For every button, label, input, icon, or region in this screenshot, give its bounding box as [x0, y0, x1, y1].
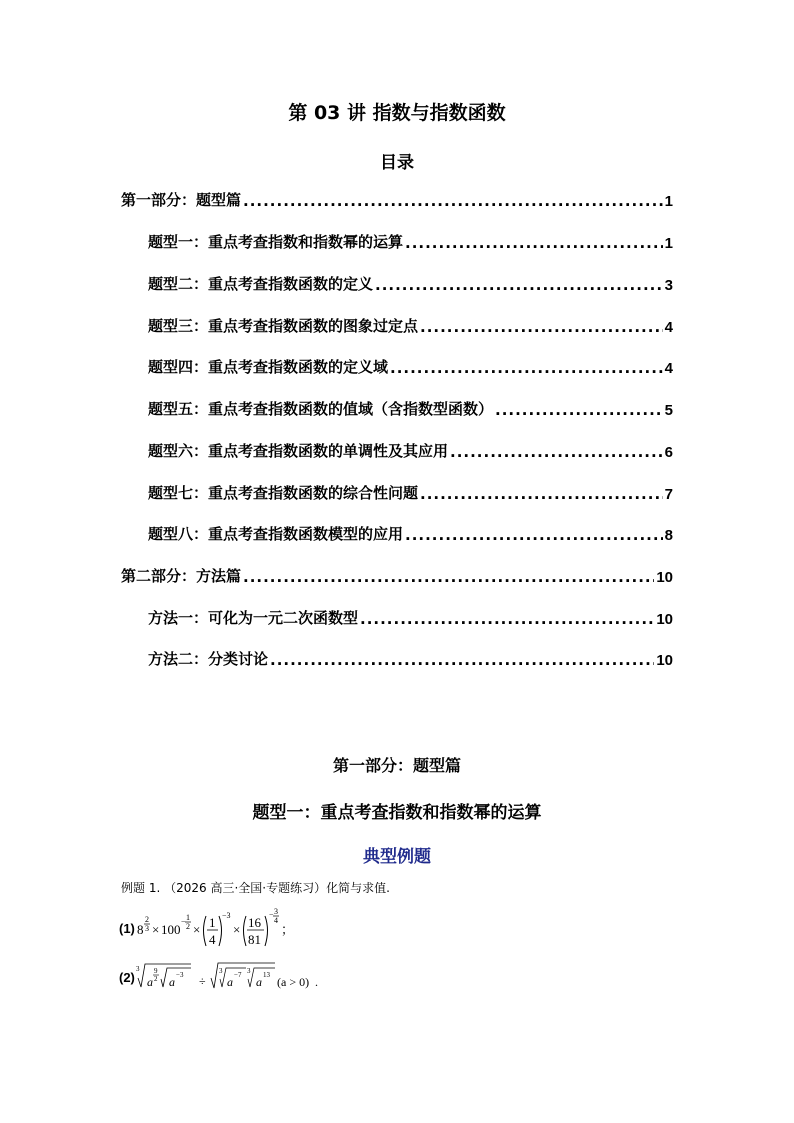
- toc-page-number: 10: [656, 652, 673, 669]
- exp-sign: −: [269, 910, 274, 919]
- root-index: 3: [247, 967, 251, 975]
- right-paren: [265, 916, 268, 946]
- exp-den: 2: [154, 975, 158, 983]
- exp-value: −7: [234, 971, 242, 979]
- var-a: a: [169, 975, 175, 989]
- root-index: 3: [136, 965, 140, 973]
- toc-entry-label: 题型六：重点考查指数函数的单调性及其应用: [148, 442, 449, 460]
- toc-entry-label: 题型一：重点考查指数和指数幂的运算: [148, 233, 404, 251]
- var-a: a: [227, 975, 233, 989]
- toc-entry-type5[interactable]: [148, 397, 673, 419]
- base-8: 8: [137, 922, 144, 937]
- toc-entry-label: 题型二：重点考查指数函数的定义: [148, 275, 374, 293]
- toc-entry-method2[interactable]: [148, 647, 673, 669]
- toc-leader-dots: [495, 401, 663, 419]
- toc-entry-type8[interactable]: [148, 522, 673, 544]
- example-source: （2026 高三·全国·专题练习）: [164, 881, 327, 895]
- toc-entry-type4[interactable]: [148, 355, 673, 377]
- toc-page-number: 8: [664, 527, 673, 544]
- toc-page-number: 10: [656, 569, 673, 586]
- frac-num: 1: [209, 915, 216, 930]
- exp-den: 3: [145, 924, 149, 933]
- toc-page-number: 4: [664, 360, 673, 377]
- toc-entry-label: 第一部分：题型篇: [121, 191, 242, 209]
- toc-leader-dots: [390, 359, 663, 377]
- right-paren: [219, 916, 222, 946]
- frac-den: 81: [248, 932, 261, 947]
- toc-page-number: 4: [664, 319, 673, 336]
- toc-entry-type1[interactable]: [148, 230, 673, 252]
- toc-leader-dots: [243, 192, 663, 210]
- toc-entry-label: 题型五：重点考查指数函数的值域（含指数型函数）: [148, 400, 494, 418]
- root-index: 3: [219, 967, 223, 975]
- formula-item-label: (2): [119, 970, 135, 985]
- toc-entry-method1[interactable]: [148, 606, 673, 628]
- frac-num: 16: [248, 915, 261, 930]
- period: .: [315, 975, 318, 989]
- exp-value: −3: [222, 911, 231, 920]
- toc-leader-dots: [420, 318, 663, 336]
- condition: (a > 0): [277, 975, 310, 989]
- toc-entry-label: 题型八：重点考查指数函数模型的应用: [148, 525, 404, 543]
- var-a: a: [147, 975, 153, 989]
- toc-entry-type2[interactable]: [148, 272, 673, 294]
- toc-entry-type3[interactable]: [148, 314, 673, 336]
- typical-examples-heading: 典型例题: [363, 847, 431, 867]
- toc-entry-label: 方法二：分类讨论: [148, 650, 269, 668]
- toc-entry-part2[interactable]: [121, 564, 673, 586]
- toc-heading: 目录: [380, 153, 414, 173]
- example-intro: [121, 879, 390, 896]
- toc-page-number: 5: [664, 402, 673, 419]
- toc-entry-type6[interactable]: [148, 439, 673, 461]
- example-label: 例题 1.: [121, 881, 161, 895]
- exp-num: 9: [154, 967, 158, 975]
- cube-root-sign: [220, 968, 246, 987]
- toc-leader-dots: [405, 526, 663, 544]
- exp-num: 1: [186, 913, 190, 922]
- toc-leader-dots: [270, 651, 654, 669]
- formula-2: [119, 960, 359, 994]
- exp-num: 2: [145, 915, 149, 924]
- semicolon: ；: [281, 922, 295, 937]
- toc-page-number: 1: [664, 193, 673, 210]
- toc-entry-part1[interactable]: [121, 188, 673, 210]
- formula-1: [119, 908, 339, 952]
- times-sign: ×: [152, 922, 160, 937]
- exp-num: 3: [274, 908, 278, 916]
- toc-entry-type7[interactable]: [148, 481, 673, 503]
- var-a: a: [256, 975, 262, 989]
- document-title: 第 03 讲 指数与指数函数: [288, 102, 506, 124]
- left-paren: [244, 916, 247, 946]
- part-heading: 第一部分：题型篇: [332, 756, 461, 775]
- toc-leader-dots: [420, 485, 663, 503]
- exp-sign: −: [181, 917, 186, 926]
- toc-leader-dots: [450, 443, 663, 461]
- divide-sign: ÷: [199, 974, 206, 988]
- times-sign: ×: [193, 922, 201, 937]
- exp-den: 2: [186, 922, 190, 931]
- example-text: 化简与求值.: [326, 881, 390, 895]
- toc-page-number: 10: [656, 611, 673, 628]
- toc-page-number: 3: [664, 277, 673, 294]
- exp-value: −3: [176, 971, 184, 979]
- toc-entry-label: 题型七：重点考查指数函数的综合性问题: [148, 484, 419, 502]
- frac-den: 4: [209, 932, 216, 947]
- times-sign: ×: [233, 922, 241, 937]
- toc-leader-dots: [405, 234, 663, 252]
- formula-item-label: (1): [119, 921, 135, 936]
- exp-den: 4: [274, 916, 278, 925]
- toc-entry-label: 方法一：可化为一元二次函数型: [148, 609, 359, 627]
- toc-leader-dots: [243, 568, 654, 586]
- toc-leader-dots: [360, 610, 654, 628]
- toc-page-number: 7: [664, 486, 673, 503]
- base-100: 100: [161, 922, 181, 937]
- section-heading: 题型一：重点考查指数和指数幂的运算: [252, 803, 542, 823]
- left-paren: [204, 916, 207, 946]
- toc-entry-label: 题型四：重点考查指数函数的定义域: [148, 358, 389, 376]
- exp-value: 13: [263, 971, 270, 979]
- toc-entry-label: 题型三：重点考查指数函数的图象过定点: [148, 317, 419, 335]
- toc-page-number: 1: [664, 235, 673, 252]
- toc-leader-dots: [375, 276, 663, 294]
- toc-entry-label: 第二部分：方法篇: [121, 567, 242, 585]
- toc-page-number: 6: [664, 444, 673, 461]
